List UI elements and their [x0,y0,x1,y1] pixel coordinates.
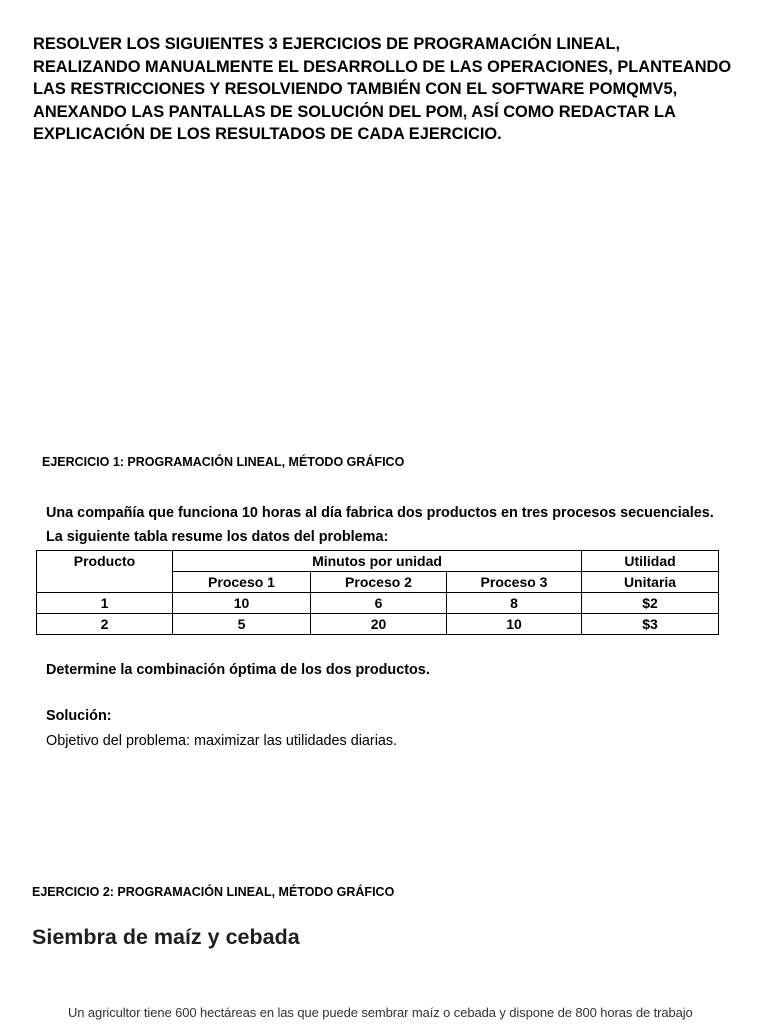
exercise-2-heading: EJERCICIO 2: PROGRAMACIÓN LINEAL, MÉTODO GRÁFICO [32,885,395,899]
table-row [37,593,719,614]
exercise-2-title: Siembra de maíz y cebada [32,925,300,949]
table-header-proceso-2: Proceso 2 [311,572,447,593]
table-cell: $2 [582,593,719,614]
instructions-block [33,33,733,146]
table-header-row [37,551,719,572]
instructions-line: LAS RESTRICCIONES Y RESOLVIENDO TAMBIÉN CON EL SOFTWARE POMQMV5, [33,80,678,98]
table-header-proceso-1: Proceso 1 [173,572,311,593]
table-header-producto: Producto [37,551,173,593]
table-header-minutos: Minutos por unidad [173,551,582,572]
process-data-table [36,550,719,635]
table-cell: 6 [311,593,447,614]
table-cell: 1 [37,593,173,614]
table-cell: 10 [447,614,582,635]
table-header-unitaria: Unitaria [582,572,719,593]
table-cell: 10 [173,593,311,614]
exercise-1-heading: EJERCICIO 1: PROGRAMACIÓN LINEAL, MÉTODO GRÁFICO [42,455,405,469]
table-cell: 2 [37,614,173,635]
table-cell: $3 [582,614,719,635]
table-header-proceso-3: Proceso 3 [447,572,582,593]
exercise-1-objective: Objetivo del problema: maximizar las utilidades diarias. [46,733,398,749]
table-cell: 20 [311,614,447,635]
exercise-2-statement: Un agricultor tiene 600 hectáreas en las que puede sembrar maíz o cebada y dispone de 800 horas de trabajo [68,1005,693,1020]
instructions-line: RESOLVER LOS SIGUIENTES 3 EJERCICIOS DE PROGRAMACIÓN LINEAL, [33,35,621,53]
table-header-utilidad: Utilidad [582,551,719,572]
instructions-line: ANEXANDO LAS PANTALLAS DE SOLUCIÓN DEL POM, ASÍ COMO REDACTAR LA [33,102,676,121]
table-cell: 5 [173,614,311,635]
exercise-1-statement-line: Una compañía que funciona 10 horas al día fabrica dos productos en tres procesos secuenciales. [46,505,714,521]
instructions-line: REALIZANDO MANUALMENTE EL DESARROLLO DE LAS OPERACIONES, PLANTEANDO [33,57,732,76]
exercise-1-statement-line: La siguiente tabla resume los datos del problema: [46,529,389,545]
instructions-line: EXPLICACIÓN DE LOS RESULTADOS DE CADA EJERCICIO. [33,125,502,143]
table-cell: 8 [447,593,582,614]
exercise-1-question: Determine la combinación óptima de los dos productos. [46,662,430,678]
table-row [37,614,719,635]
exercise-1-solution-label: Solución: [46,708,112,724]
